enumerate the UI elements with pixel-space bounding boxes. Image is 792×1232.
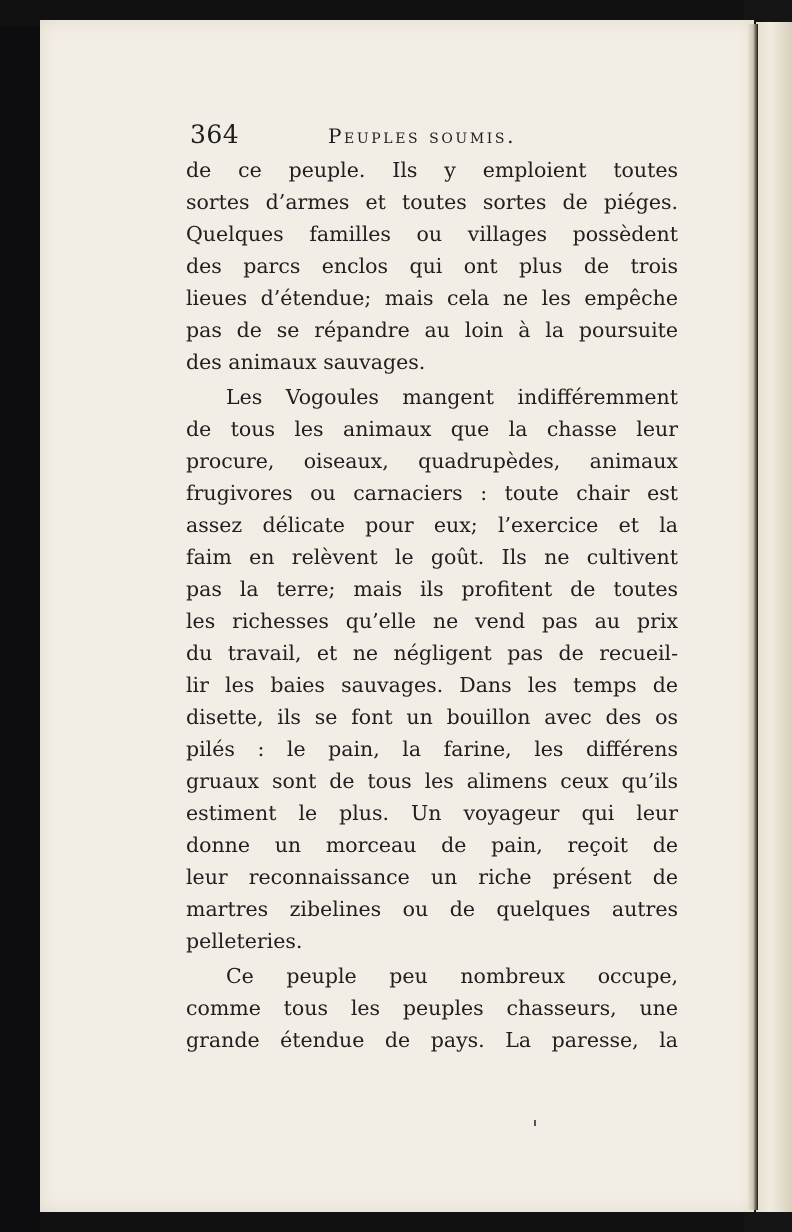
text-line: grande étendue de pays. La paresse, la (186, 1028, 678, 1052)
paragraph-start-line: Ce peuple peu nombreux occupe, (226, 964, 678, 988)
page-number: 364 (190, 120, 240, 149)
left-background (0, 0, 40, 1232)
text-line: donne un morceau de pain, reçoit de (186, 833, 678, 857)
text-line: des parcs enclos qui ont plus de trois (186, 254, 678, 278)
running-title: Peuples soumis. (328, 124, 517, 148)
text-line: assez délicate pour eux; l’exercice et la (186, 513, 678, 537)
text-line: pelleteries. (186, 929, 303, 953)
text-line: lieues d’étendue; mais cela ne les empêche (186, 286, 678, 310)
text-line: Quelques familles ou villages possèdent (186, 222, 678, 246)
text-line: estiment le plus. Un voyageur qui leur (186, 801, 678, 825)
text-line: faim en relèvent le goût. Ils ne cultivent (186, 545, 678, 569)
text-line: les richesses qu’elle ne vend pas au prix (186, 609, 678, 633)
text-line: pas la terre; mais ils profitent de toutes (186, 577, 678, 601)
adjacent-page-edge (756, 22, 792, 1212)
text-line: de ce peuple. Ils y emploient toutes (186, 158, 678, 182)
text-line: leur reconnaissance un riche présent de (186, 865, 678, 889)
text-line: du travail, et ne négligent pas de recueil- (186, 641, 678, 665)
text-line: lir les baies sauvages. Dans les temps de (186, 673, 678, 697)
paragraph-start-line: Les Vogoules mangent indifféremment (226, 385, 678, 409)
text-line: comme tous les peuples chasseurs, une (186, 996, 678, 1020)
text-line: de tous les animaux que la chasse leur (186, 417, 678, 441)
paper-speck (534, 1120, 536, 1126)
text-line: pilés : le pain, la farine, les différens (186, 737, 678, 761)
text-line: disette, ils se font un bouillon avec des os (186, 705, 678, 729)
text-line: gruaux sont de tous les alimens ceux qu’ils (186, 769, 678, 793)
text-line: frugivores ou carnaciers : toute chair est (186, 481, 678, 505)
text-line: pas de se répandre au loin à la poursuite (186, 318, 678, 342)
book-page (40, 20, 754, 1212)
text-line: procure, oiseaux, quadrupèdes, animaux (186, 449, 678, 473)
text-line: martres zibelines ou de quelques autres (186, 897, 678, 921)
text-line: des animaux sauvages. (186, 350, 426, 374)
text-line: sortes d’armes et toutes sortes de piéges. (186, 190, 678, 214)
page-fore-edge (748, 24, 758, 1210)
